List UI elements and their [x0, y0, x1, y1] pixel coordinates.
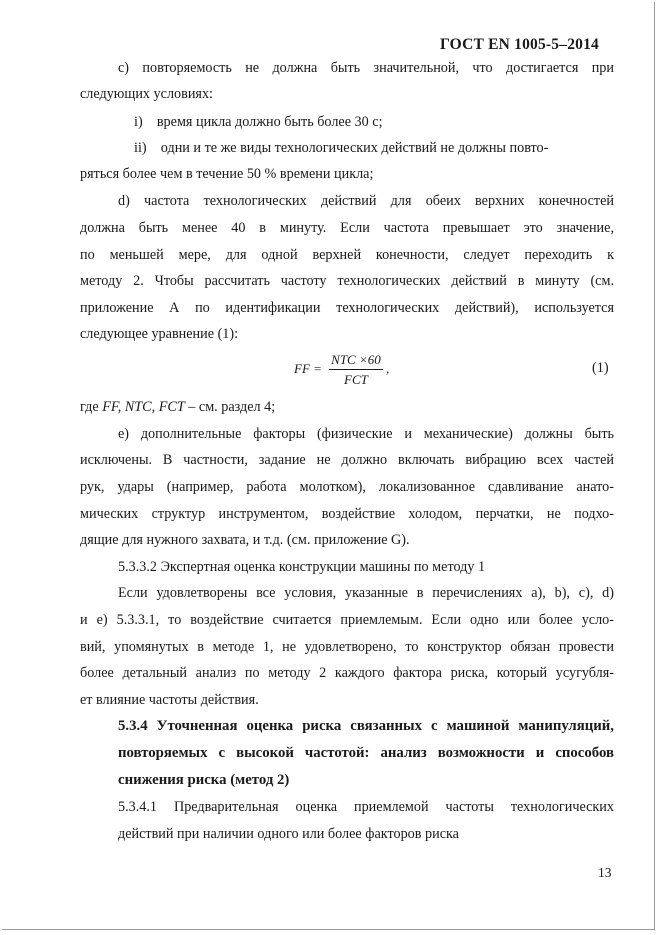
equation-fraction [329, 352, 383, 388]
equation-1 [294, 352, 389, 388]
equation-lhs: FF = [294, 360, 322, 376]
section-5-3-4-1-line-1: 5.3.4.1 Предварительная оценка приемлемой частоты технологических [118, 799, 614, 815]
item-e-line-5: дящие для нужного захвата, и т.д. (см. приложение G). [80, 532, 410, 548]
item-d-line-5: приложение А по идентификации технологических действий), используется [80, 300, 614, 316]
section-5-3-4-1-line-2: действий при наличии одного или более факторов риска [118, 826, 459, 842]
item-d-line-4: методу 2. Чтобы рассчитать частоту технологических действий в минуту (см. [80, 273, 614, 289]
paragraph-line-5: ет влияние частоты действия. [80, 692, 259, 708]
subitem-ii-line-2: ряться более чем в течение 50 % времени цикла; [80, 166, 374, 182]
item-c-line-2: следующих условиях: [80, 86, 213, 102]
subitem-ii-text: одни и те же виды технологических действий не должны повто- [160, 140, 549, 156]
item-d-line-1: d) частота технологических действий для обеих верхних конечностей [118, 193, 614, 209]
equation-numerator: NTC ×60 [329, 352, 383, 370]
item-e-line-3: рук, удары (например, работа молотком), локализованное сдавливание анато- [80, 479, 614, 495]
paragraph-line-3: вий, упомянутых в методе 1, не удовлетворено, то конструктор обязан провести [80, 639, 614, 655]
item-e-line-4: мических структур инструментом, воздействие холодом, перчатки, не подхо- [80, 506, 614, 522]
subitem-i [134, 112, 614, 132]
where-line [80, 397, 614, 417]
subitem-i-marker: i) [134, 114, 143, 130]
item-e-line-2: исключены. В частности, задание не должно включать вибрацию всех частей [80, 452, 614, 468]
subitem-ii-marker: ii) [134, 140, 147, 156]
section-5-3-4-heading-line-1: 5.3.4 Уточненная оценка риска связанных с машиной манипуляций, [118, 718, 614, 734]
where-prefix: где [80, 399, 99, 415]
item-e-line-1: e) дополнительные факторы (физические и механические) должны быть [118, 426, 614, 442]
subitem-ii [134, 138, 614, 158]
section-5-3-4-heading-line-3: снижения риска (метод 2) [118, 772, 290, 788]
where-variables: FF, NTC, FCT [102, 399, 185, 415]
paragraph-line-2: и е) 5.3.3.1, то воздействие считается приемлемым. Если одно или более усло- [80, 612, 614, 628]
paragraph-line-4: более детальный анализ по методу 2 каждого фактора риска, который усугубля- [80, 665, 614, 681]
equation-trailing-comma: , [386, 360, 390, 376]
equation-number: (1) [592, 360, 609, 376]
equation-denominator: FCT [344, 372, 368, 387]
subitem-i-text: время цикла должно быть более 30 с; [156, 114, 383, 130]
item-d-line-2: должна быть менее 40 в минуту. Если частота превышает это значение, [80, 220, 614, 236]
paragraph-line-1: Если удовлетворены все условия, указанные в перечислениях а), b), c), d) [118, 585, 614, 601]
where-suffix: – см. раздел 4; [188, 399, 276, 415]
item-d-line-3: по меньшей мере, для одной верхней конечности, следует переходить к [80, 247, 614, 263]
section-5-3-3-2-title: 5.3.3.2 Экспертная оценка конструкции машины по методу 1 [118, 559, 486, 575]
item-c-line-1: c) повторяемость не должна быть значительной, что достигается при [118, 60, 614, 76]
section-5-3-4-heading-line-2: повторяемых с высокой частотой: анализ возможности и способов [118, 745, 614, 761]
document-header: ГОСТ EN 1005-5–2014 [440, 36, 599, 53]
page-number: 13 [598, 865, 612, 880]
item-d-line-6: следующее уравнение (1): [80, 326, 239, 342]
